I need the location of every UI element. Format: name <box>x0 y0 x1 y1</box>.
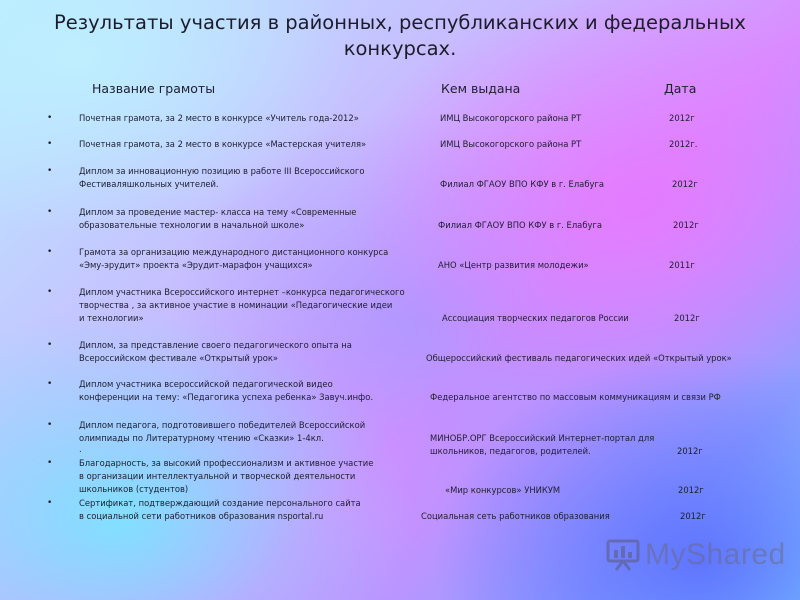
entry-6-date: 2012г <box>674 313 700 323</box>
entry-9-issuer: МИНОБР.ОРГ Всероссийский Интернет-портал для школьников, педагогов, родителей. <box>430 433 655 456</box>
entry-7-issuer: Общероссийский фестиваль педагогических идей «Открытый урок» <box>426 353 732 363</box>
bullet: • <box>47 379 53 389</box>
header-issuer: Кем выдана <box>441 81 521 96</box>
entry-6-name: Диплом участника Всероссийского интернет –конкурса педагогического творчества , за активное участие в номинации «Педагогические идеи и технологии» <box>79 287 405 323</box>
bullet: • <box>47 420 53 430</box>
bullet: • <box>47 340 53 350</box>
myshared-logo <box>605 535 786 575</box>
entry-4-date: 2012г <box>673 220 699 230</box>
entry-8-issuer: Федеральное агентство по массовым коммуникациям и связи РФ <box>430 392 721 402</box>
entry-3-name: Диплом за инновационную позицию в работе III Всероссийского Фестиваляшкольных учителей. <box>79 166 365 189</box>
entry-1-name: Почетная грамота, за 2 место в конкурсе «Учитель года-2012» <box>79 113 359 123</box>
entry-11-issuer: Социальная сеть работников образования <box>421 511 610 521</box>
bullet: • <box>47 113 53 123</box>
entry-5-date: 2011г <box>669 260 695 270</box>
entry-9-name: Диплом педагога, подготовившего победителей Всероссийской олимпиады по Литературному чтению «Сказки» 1-4кл. <box>79 420 366 443</box>
header-date: Дата <box>664 81 697 96</box>
entry-2-date: 2012г. <box>669 139 698 149</box>
bullet: • <box>47 458 53 468</box>
entry-7-name: Диплом, за представление своего педагогического опыта на Всероссийском фестивале «Открытый урок» <box>79 340 352 363</box>
entry-1-issuer: ИМЦ Высокогорского района РТ <box>440 113 582 123</box>
page-title: Результаты участия в районных, республиканских и федеральных конкурсах. <box>54 11 746 60</box>
entry-9-date: 2012г <box>677 446 703 456</box>
bullet: • <box>47 247 53 257</box>
entry-10-issuer: «Мир конкурсов» УНИКУМ <box>445 485 561 495</box>
bullet: • <box>47 498 53 508</box>
bullet: • <box>47 166 53 176</box>
entry-3-date: 2012г <box>672 179 698 189</box>
entry-2-issuer: ИМЦ Высокогорского района РТ <box>440 139 582 149</box>
entry-11-date: 2012г <box>680 511 706 521</box>
header-name: Название грамоты <box>92 81 216 96</box>
bullet: • <box>47 287 53 297</box>
entry-11-name: Сертификат, подтверждающий создание персонального сайта в социальной сети работников образования nsportal.ru <box>79 498 361 521</box>
stray-dot: . <box>79 444 82 454</box>
entry-6-issuer: Ассоциация творческих педагогов России <box>442 313 629 323</box>
entry-4-name: Диплом за проведение мастер- класса на тему «Современные образовательные технологии в начальной школе» <box>79 207 357 230</box>
entry-4-issuer: Филиал ФГАОУ ВПО КФУ в г. Елабуга <box>438 220 602 230</box>
entry-8-name: Диплом участника всероссийской педагогической видео конференции на тему: «Педагогика успеха ребенка» Завуч.инфо. <box>79 379 373 402</box>
bullet: • <box>47 207 53 217</box>
presentation-icon <box>605 537 641 573</box>
entry-10-name: Благодарность, за высокий профессионализм и активное участие в организации интеллектуальной и творческой деятельности школьников (студентов) <box>79 458 374 494</box>
entry-5-issuer: АНО «Центр развития молодежи» <box>438 260 589 270</box>
entry-1-date: 2012г <box>669 113 695 123</box>
entry-3-issuer: Филиал ФГАОУ ВПО КФУ в г. Елабуга <box>440 179 604 189</box>
entry-10-date: 2012г <box>678 485 704 495</box>
logo-text: MyShared <box>645 538 786 571</box>
entry-2-name: Почетная грамота, за 2 место в конкурсе «Мастерская учителя» <box>79 139 367 149</box>
bullet: • <box>47 139 53 149</box>
entry-5-name: Грамота за организацию международного дистанционного конкурса «Эму-эрудит» проекта «Эрудит-марафон учащихся» <box>79 247 389 270</box>
